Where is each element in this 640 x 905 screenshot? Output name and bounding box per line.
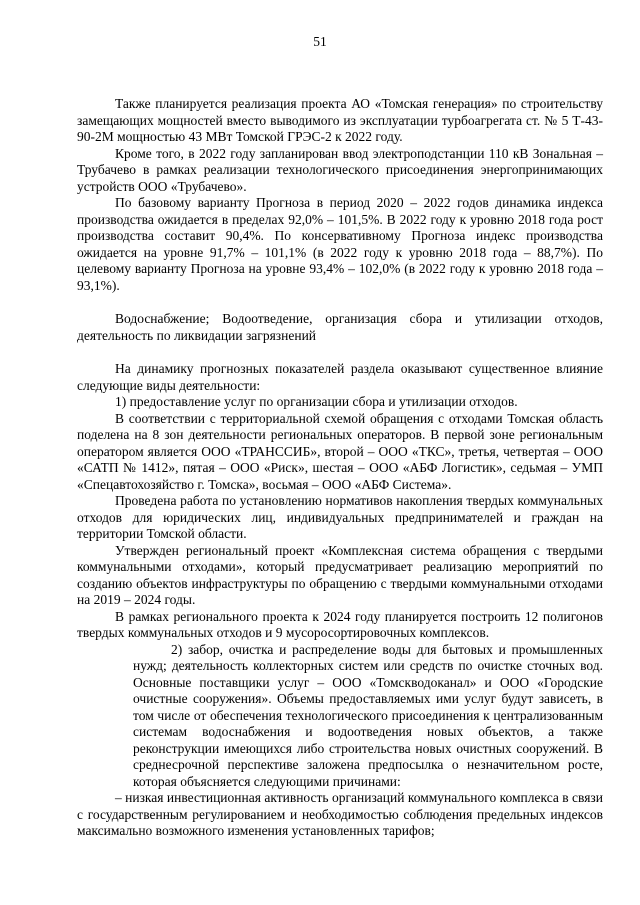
page-number: 51	[313, 34, 327, 49]
paragraph-regional-operators: В соответствии с территориальной схемой обращения с отходами Томская область поделена на 8 зон деятельности региональных операторов. В первой зоне региональным оператором является ООО «ТРАНССИБ», второй – ООО «ТКС», третья, четвертая – ООО «САТП № 1412», пятая – ООО «Риск», шестая – ООО «АБФ Логистик», седьмая – УМП «Спецавтохозяйство г. Томска», восьмая – ООО «АБФ Система».	[77, 410, 603, 492]
paragraph-landfills: В рамках регионального проекта к 2024 году планируется построить 12 полигонов твердых коммунальных отходов и 9 мусоросортировочных комплексов.	[77, 608, 603, 640]
list-item-waste-services: 1) предоставление услуг по организации сбора и утилизации отходов.	[115, 394, 518, 409]
paragraph-activities-intro: На динамику прогнозных показателей раздела оказывают существенное влияние следующие виды деятельности:	[77, 361, 603, 393]
paragraph-forecast: По базовому варианту Прогноза в период 2020 – 2022 годов динамика индекса производства ожидается в пределах 92,0% – 101,5%. В 2022 году к уровню 2018 года рост производства составит 90,4%. По консервативному Прогноза индекс производства ожидается на уровне 91,7% – 101,1% (в 2022 году к уровню 2018 года – 88,7%). По целевому варианту Прогноза на уровне 93,4% – 102,0% (в 2022 году к уровню 2018 года – 93,1%).	[77, 195, 603, 293]
paragraph-tomsk-generation: Также планируется реализация проекта АО «Томская генерация» по строительству замещающих мощностей вместо выводимого из эксплуатации турбоагрегата ст. № 5 Т-43-90-2М мощностью 43 МВт Томской ГРЭС-2 к 2022 году.	[77, 96, 603, 144]
list-item-low-investment: – низкая инвестиционная активность организаций коммунального комплекса в связи с государственным регулированием и необходимостью соблюдения предельных индексов максимально возможного изменения установленных тарифов;	[77, 790, 603, 838]
document-body	[77, 96, 603, 840]
section-heading: Водоснабжение; Водоотведение, организация сбора и утилизации отходов, деятельность по ликвидации загрязнений	[77, 311, 603, 343]
list-item-water-supply: 2) забор, очистка и распределение воды для бытовых и промышленных нужд; деятельность коллекторных систем или средств по очистке сточных вод. Основные поставщики услуг – ООО «Томскводоканал» и ООО «Городские очистные сооружения». Объемы предоставляемых ими услуг будут зависеть, в том числе от обеспечения технологического присоединения к централизованным системам водоснабжения и водоотведения новых объектов, а также реконструкции имеющихся либо строительства новых очистных сооружений. В среднесрочной перспективе заложена предпосылка о незначительном росте, которая объясняется следующими причинами:	[133, 641, 603, 789]
paragraph-norms: Проведена работа по установлению нормативов накопления твердых коммунальных отходов для юридических лиц, индивидуальных предпринимателей и граждан на территории Томской области.	[77, 493, 603, 541]
paragraph-substation: Кроме того, в 2022 году запланирован ввод электроподстанции 110 кВ Зональная – Трубачево в рамках реализации технологического присоединения энергопринимающих устройств ООО «Трубачево».	[77, 145, 603, 194]
paragraph-regional-project: Утвержден региональный проект «Комплексная система обращения с твердыми коммунальными отходами», который предусматривает реализацию мероприятий по созданию объектов инфраструктуры по обращению с твердыми коммунальными отходами на 2019 – 2024 годы.	[77, 542, 603, 607]
